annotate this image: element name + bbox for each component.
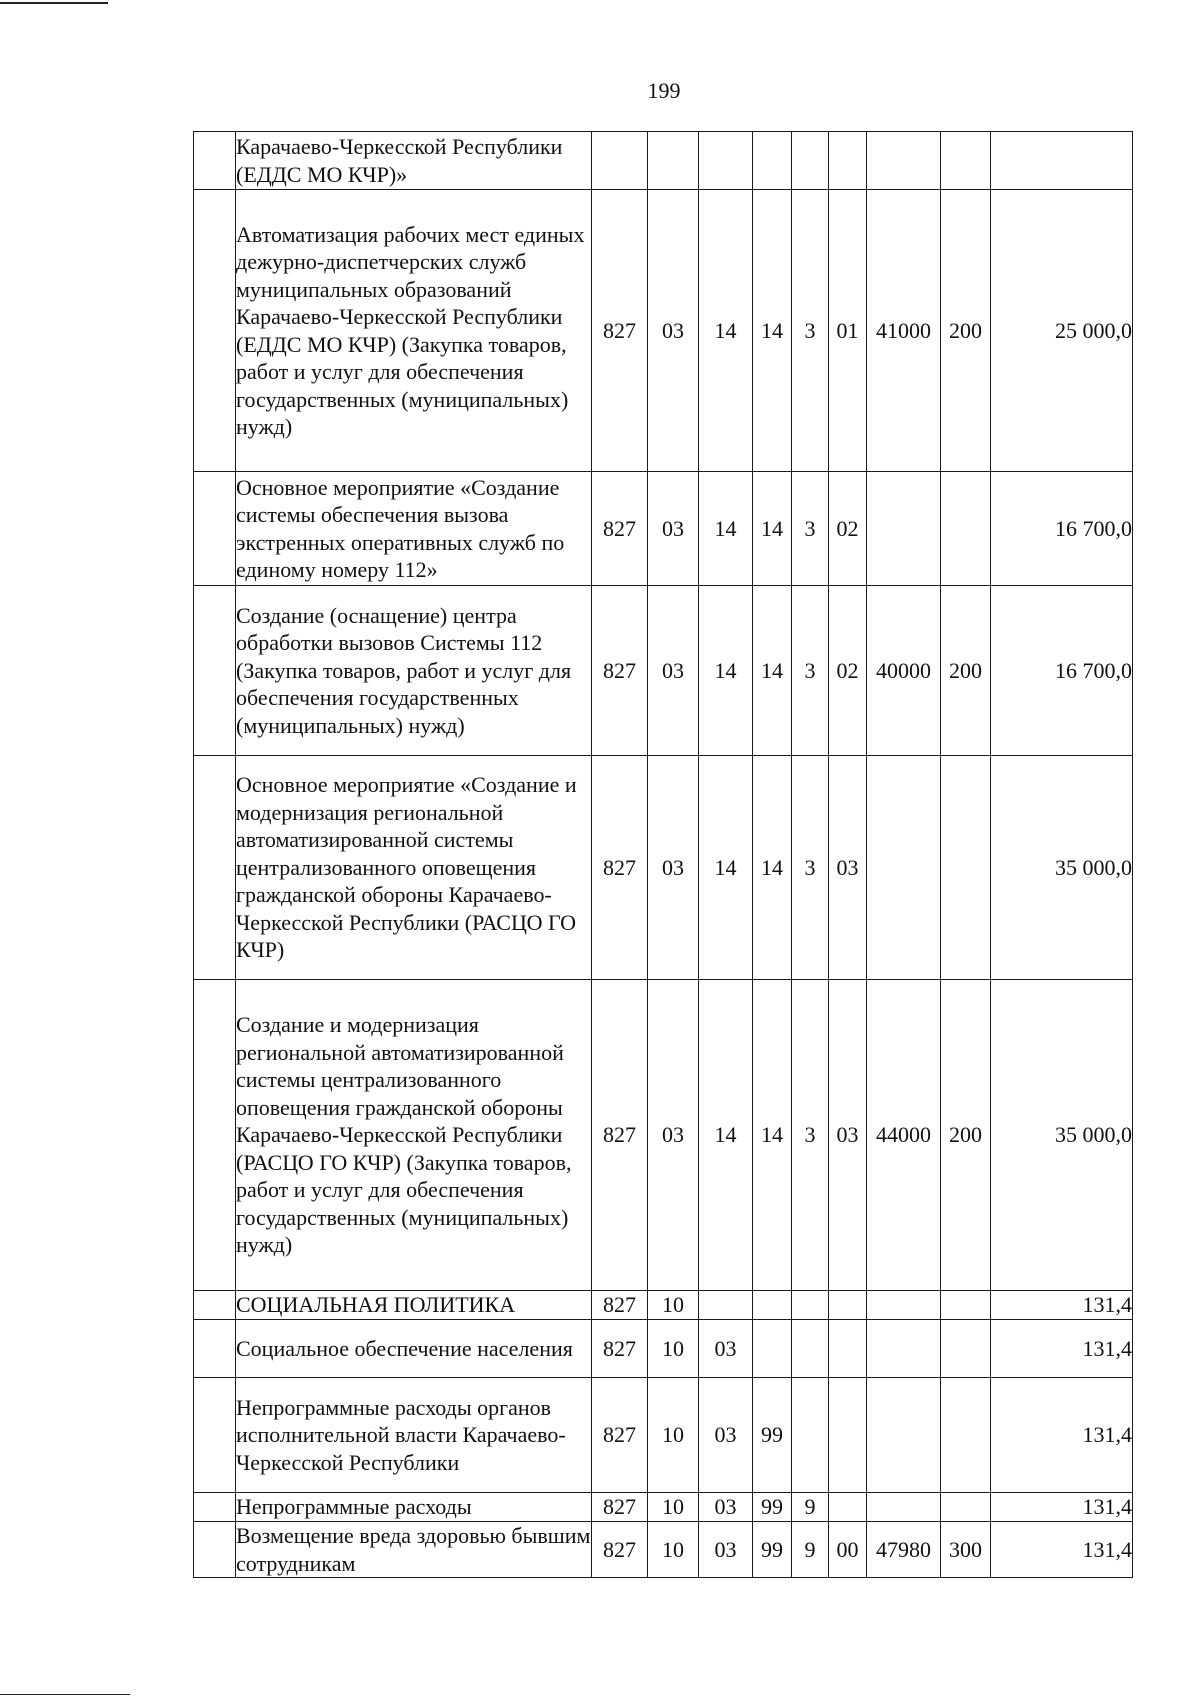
expense-name: Возмещение вреда здоровью бывшим сотрудникам [236,1523,591,1576]
expense-name: Автоматизация рабочих мест единых дежурно-диспетчерских служб муниципальных образований Карачаево-Черкесской Республики (ЕДДС МО КЧР) (Закупка товаров, работ и услуг для обеспечения государственных (муниципальных) нужд) [236,190,592,472]
program-code: 14 [753,756,792,980]
subsection-code [699,1291,753,1320]
program-code: 99 [753,1493,792,1522]
subprogram-code [792,1378,829,1493]
direction-code: 40000 [867,586,941,756]
activity-code: 01 [829,190,867,472]
amount: 35 000,0 [991,756,1133,980]
program-code: 14 [753,586,792,756]
amount: 131,4 [991,1320,1133,1378]
amount: 131,4 [991,1522,1133,1578]
expense-type-code [941,1378,991,1493]
expense-type-code [941,1493,991,1522]
section-code: 03 [648,472,699,586]
amount: 131,4 [991,1493,1133,1522]
subsection-code: 03 [699,1378,753,1493]
blank-cell [194,472,236,586]
subprogram-code: 3 [792,190,829,472]
program-code [753,132,792,190]
admin-code: 827 [592,1291,648,1320]
blank-cell [194,1378,236,1493]
admin-code: 827 [592,980,648,1291]
expense-type-code: 200 [941,586,991,756]
activity-code: 00 [829,1522,867,1578]
program-code [753,1291,792,1320]
section-code: 10 [648,1493,699,1522]
activity-code: 02 [829,586,867,756]
amount: 16 700,0 [991,586,1133,756]
direction-code: 44000 [867,980,941,1291]
subsection-code: 03 [699,1320,753,1378]
subsection-code [699,132,753,190]
subprogram-code [792,1291,829,1320]
section-code: 10 [648,1291,699,1320]
direction-code: 41000 [867,190,941,472]
page-number: 199 [647,78,681,103]
section-code [648,132,699,190]
section-code: 10 [648,1522,699,1578]
expense-type-code [941,1291,991,1320]
blank-cell [194,190,236,472]
activity-code: 03 [829,756,867,980]
expense-name: СОЦИАЛЬНАЯ ПОЛИТИКА [236,1291,592,1320]
subsection-code: 14 [699,980,753,1291]
program-code: 99 [753,1378,792,1493]
admin-code: 827 [592,1522,648,1578]
subprogram-code: 3 [792,980,829,1291]
table-row [194,1320,1133,1378]
activity-code [829,1320,867,1378]
expense-type-code: 200 [941,190,991,472]
subprogram-code: 3 [792,586,829,756]
amount: 131,4 [991,1291,1133,1320]
subsection-code: 14 [699,190,753,472]
table-row [194,1378,1133,1493]
expense-type-code [941,472,991,586]
blank-cell [194,586,236,756]
corner-rule-bottom [0,1694,130,1695]
table-row [194,980,1133,1291]
expense-type-code: 300 [941,1522,991,1578]
table-row [194,1522,1133,1578]
budget-table [193,131,1133,1578]
section-code: 03 [648,756,699,980]
expense-type-code: 200 [941,980,991,1291]
direction-code [867,132,941,190]
admin-code: 827 [592,472,648,586]
subsection-code: 03 [699,1522,753,1578]
amount [991,132,1133,190]
table-row [194,190,1133,472]
subprogram-code: 9 [792,1522,829,1578]
subsection-code: 03 [699,1493,753,1522]
amount: 25 000,0 [991,190,1133,472]
subsection-code: 14 [699,472,753,586]
table-row [194,132,1133,190]
expense-type-code [941,132,991,190]
program-code: 99 [753,1522,792,1578]
blank-cell [194,1320,236,1378]
expense-name: Непрограммные расходы органов исполнительной власти Карачаево-Черкесской Республики [236,1378,592,1493]
direction-code [867,756,941,980]
activity-code: 02 [829,472,867,586]
direction-code: 47980 [867,1522,941,1578]
direction-code [867,1291,941,1320]
section-code: 03 [648,586,699,756]
direction-code [867,472,941,586]
section-code: 10 [648,1378,699,1493]
blank-cell [194,1522,236,1578]
blank-cell [194,1493,236,1522]
amount: 131,4 [991,1378,1133,1493]
corner-rule-top [0,2,108,4]
subprogram-code [792,132,829,190]
blank-cell [194,980,236,1291]
subprogram-code: 3 [792,472,829,586]
subprogram-code: 3 [792,756,829,980]
program-code: 14 [753,472,792,586]
subprogram-code: 9 [792,1493,829,1522]
section-code: 03 [648,980,699,1291]
admin-code: 827 [592,1378,648,1493]
table-row [194,472,1133,586]
direction-code [867,1378,941,1493]
activity-code [829,132,867,190]
expense-type-code [941,1320,991,1378]
expense-name: Основное мероприятие «Создание и модернизация региональной автоматизированной системы централизованного оповещения гражданской обороны Карачаево-Черкесской Республики (РАСЦО ГО КЧР) [236,756,592,980]
section-code: 03 [648,190,699,472]
program-code: 14 [753,190,792,472]
subsection-code: 14 [699,756,753,980]
activity-code: 03 [829,980,867,1291]
expense-name: Создание (оснащение) центра обработки вызовов Системы 112 (Закупка товаров, работ и услуг для обеспечения государственных (муниципальных) нужд) [236,586,592,756]
admin-code [592,132,648,190]
amount: 35 000,0 [991,980,1133,1291]
subprogram-code [792,1320,829,1378]
expense-name: Непрограммные расходы [236,1493,592,1522]
amount: 16 700,0 [991,472,1133,586]
blank-cell [194,756,236,980]
admin-code: 827 [592,586,648,756]
direction-code [867,1320,941,1378]
admin-code: 827 [592,1320,648,1378]
admin-code: 827 [592,190,648,472]
expense-name: Создание и модернизация региональной автоматизированной системы централизованного оповещения гражданской обороны Карачаево-Черкесской Республики (РАСЦО ГО КЧР) (Закупка товаров, работ и услуг для обеспечения государственных (муниципальных) нужд) [236,980,592,1291]
table-row [194,586,1133,756]
expense-name: Карачаево-Черкесской Республики (ЕДДС МО КЧР)» [236,132,592,190]
expense-name: Основное мероприятие «Создание системы обеспечения вызова экстренных оперативных служб по единому номеру 112» [236,472,592,586]
program-code [753,1320,792,1378]
blank-cell [194,1291,236,1320]
activity-code [829,1493,867,1522]
activity-code [829,1378,867,1493]
admin-code: 827 [592,756,648,980]
expense-type-code [941,756,991,980]
activity-code [829,1291,867,1320]
table-row [194,1493,1133,1522]
table-row [194,1291,1133,1320]
section-code: 10 [648,1320,699,1378]
admin-code: 827 [592,1493,648,1522]
direction-code [867,1493,941,1522]
program-code: 14 [753,980,792,1291]
expense-name: Социальное обеспечение населения [236,1320,592,1378]
subsection-code: 14 [699,586,753,756]
table-row [194,756,1133,980]
blank-cell [194,132,236,190]
